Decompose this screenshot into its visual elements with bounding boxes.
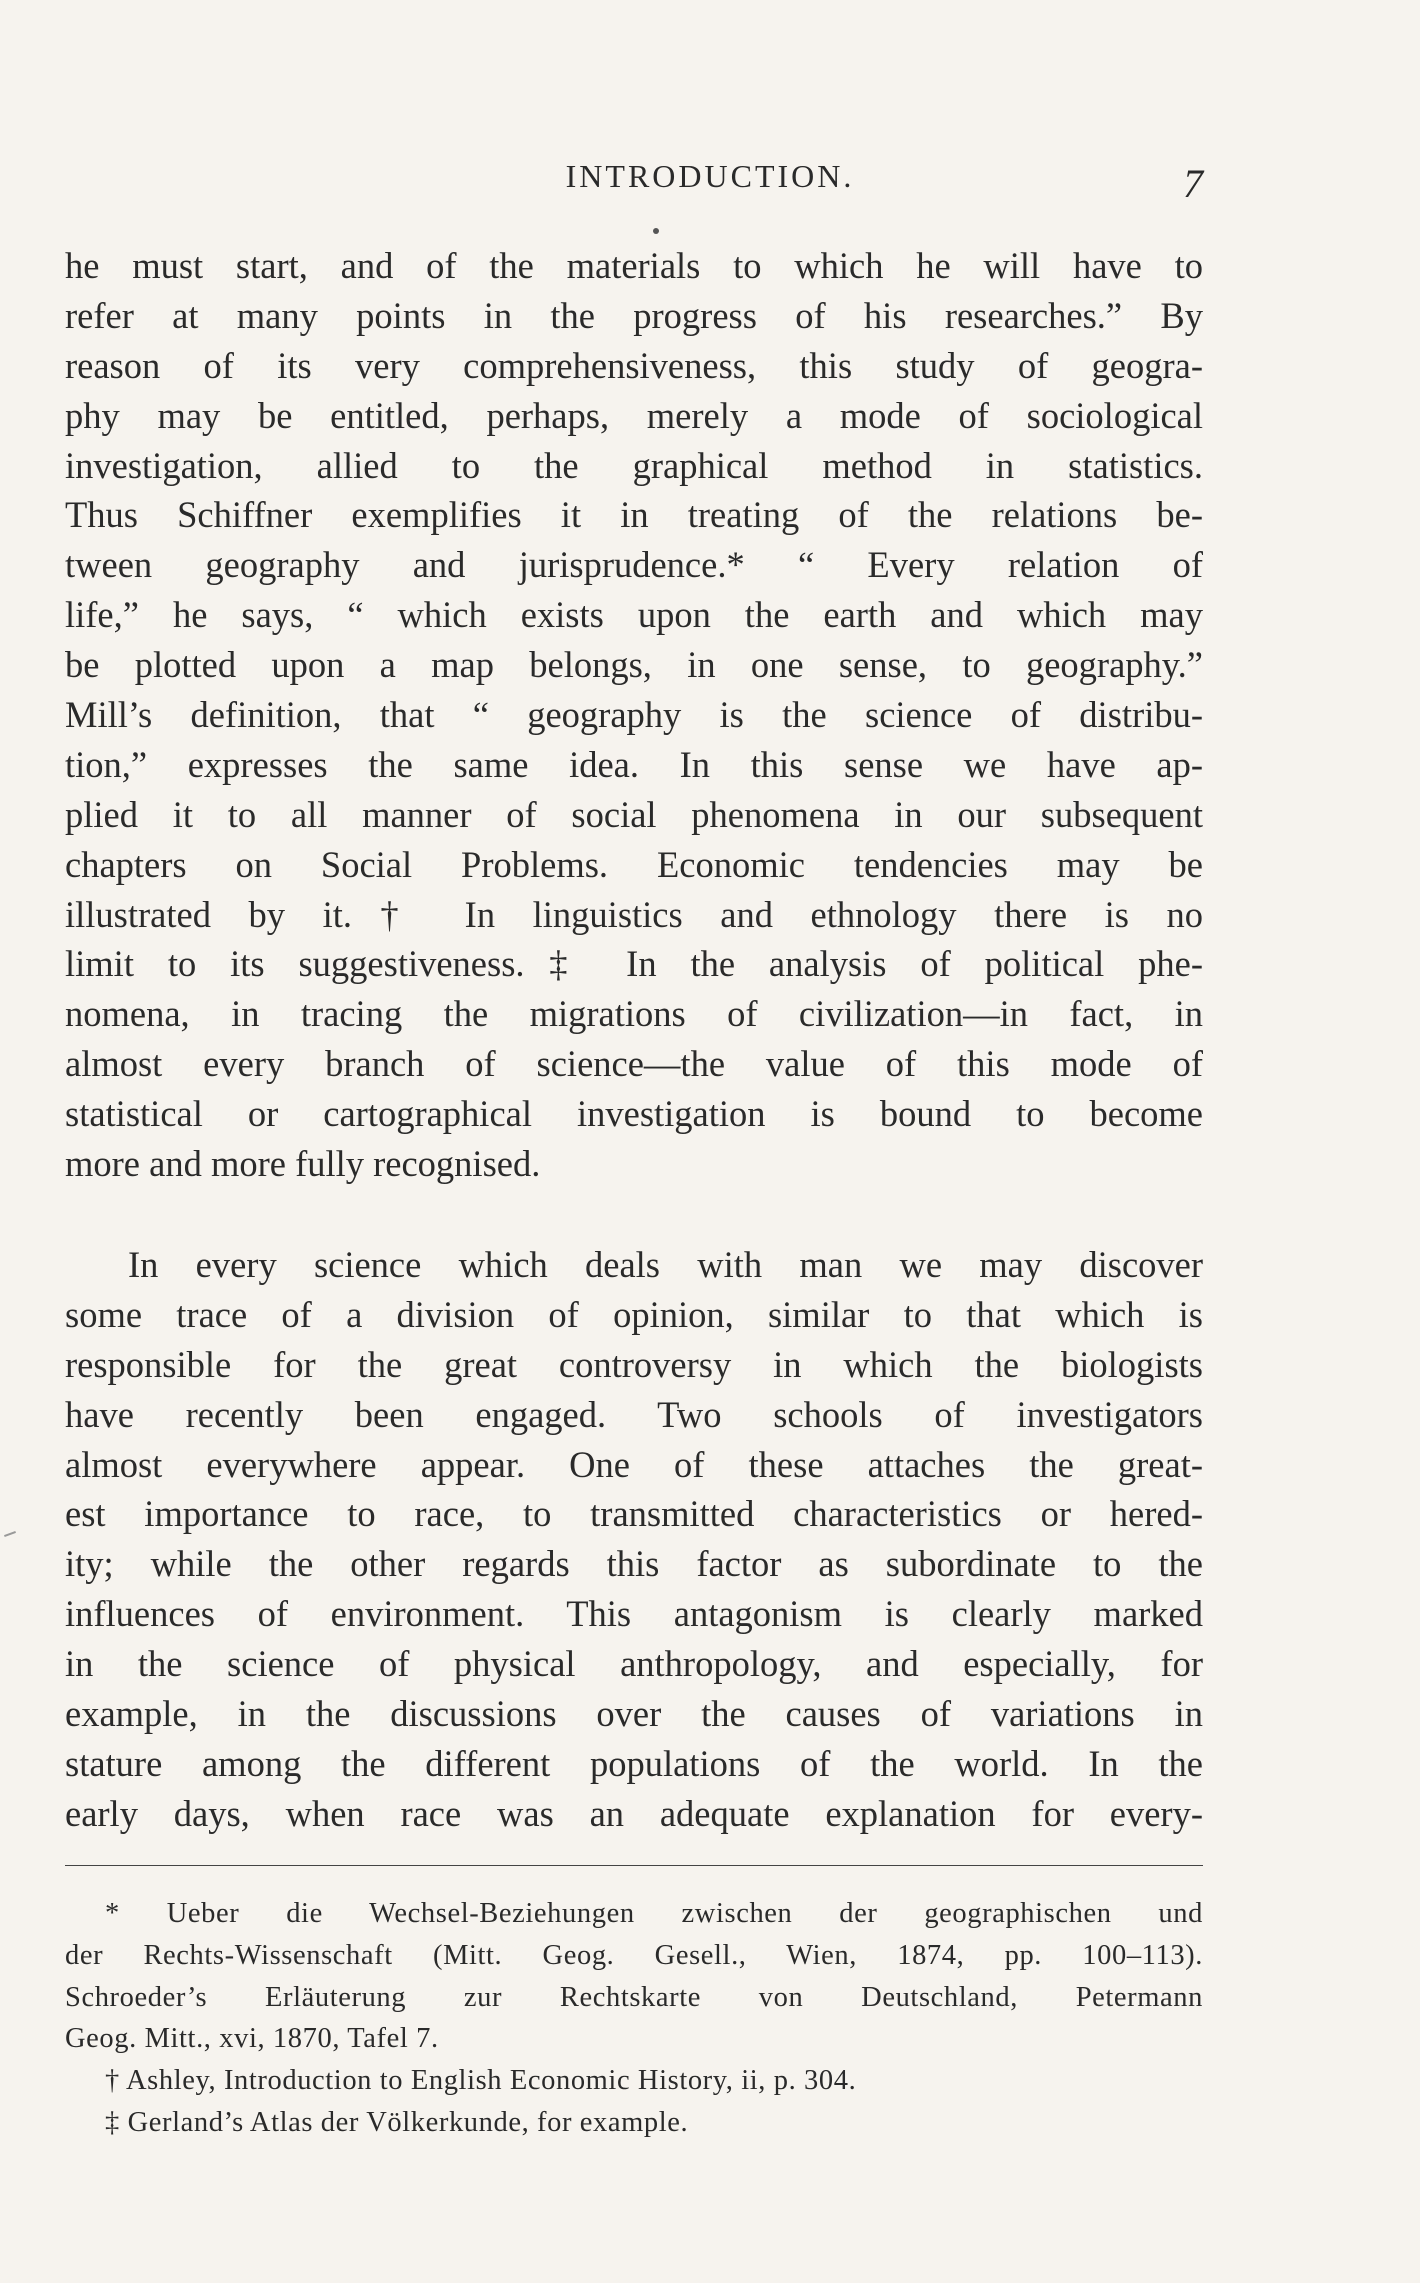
footnote-line: † Ashley, Introduction to English Economic History, ii, p. 304. (105, 2065, 857, 2097)
text-line: have recently been engaged. Two schools of investigators (65, 1393, 1203, 1435)
text-line: example, in the discussions over the causes of variations in (65, 1693, 1203, 1735)
text-line: early days, when race was an adequate explanation for every- (65, 1792, 1203, 1834)
footnote-line: Geog. Mitt., xvi, 1870, Tafel 7. (65, 2023, 439, 2055)
text-line: stature among the different populations of the world. In the (65, 1742, 1203, 1784)
footnote-line: * Ueber die Wechsel-Beziehungen zwischen der geographischen und (105, 1898, 1203, 1929)
text-line: tween geography and jurisprudence.* “ Every relation of (65, 544, 1203, 586)
text-line: life,” he says, “ which exists upon the earth and which may (65, 594, 1203, 636)
footnote-rule (65, 1865, 1203, 1866)
text-line: reason of its very comprehensiveness, this study of geogra- (65, 344, 1203, 386)
text-line: chapters on Social Problems. Economic tendencies may be (65, 843, 1203, 885)
text-line: influences of environment. This antagonism is clearly marked (65, 1593, 1203, 1635)
text-line: statistical or cartographical investigation is bound to become (65, 1093, 1203, 1135)
footnote-line: Schroeder’s Erläuterung zur Rechtskarte von Deutschland, Petermann (65, 1981, 1203, 2013)
text-line: refer at many points in the progress of his researches.” By (65, 294, 1203, 336)
text-line: almost everywhere appear. One of these attaches the great- (65, 1443, 1203, 1485)
text-line: est importance to race, to transmitted characteristics or hered- (65, 1493, 1203, 1535)
footnote-line: der Rechts-Wissenschaft (Mitt. Geog. Gesell., Wien, 1874, pp. 100–113). (65, 1939, 1203, 1971)
printer-dot (653, 228, 659, 234)
text-line: plied it to all manner of social phenomena in our subsequent (65, 793, 1203, 835)
margin-mark (4, 1531, 16, 1537)
footnotes (65, 1893, 1203, 2144)
paragraph-2 (65, 1240, 1203, 1839)
paragraph-1 (65, 241, 1203, 1189)
text-line: some trace of a division of opinion, similar to that which is (65, 1293, 1203, 1335)
text-line: almost every branch of science—the value of this mode of (65, 1043, 1203, 1085)
text-line: investigation, allied to the graphical method in statistics. (65, 444, 1203, 486)
text-line: Thus Schiffner exemplifies it in treating of the relations be- (65, 494, 1203, 536)
running-head: INTRODUCTION. (565, 158, 855, 194)
text-line: tion,” expresses the same idea. In this sense we have ap- (65, 743, 1203, 785)
text-line: Mill’s definition, that “ geography is the science of distribu- (65, 694, 1203, 736)
text-line: more and more fully recognised. (65, 1143, 541, 1185)
text-line: in the science of physical anthropology, and especially, for (65, 1643, 1203, 1685)
text-line: In every science which deals with man we may discover (128, 1244, 1203, 1285)
footnote-line: ‡ Gerland’s Atlas der Völkerkunde, for example. (105, 2106, 689, 2138)
text-line: be plotted upon a map belongs, in one sense, to geography.” (65, 644, 1203, 686)
text-line: nomena, in tracing the migrations of civilization—in fact, in (65, 993, 1203, 1035)
text-line: limit to its suggestiveness.‡ In the analysis of political phe- (65, 943, 1203, 985)
text-line: ity; while the other regards this factor as subordinate to the (65, 1543, 1203, 1585)
page-number: 7 (1183, 161, 1203, 206)
text-line: illustrated by it.† In linguistics and ethnology there is no (65, 893, 1203, 935)
text-line: he must start, and of the materials to which he will have to (65, 245, 1203, 286)
text-line: responsible for the great controversy in which the biologists (65, 1343, 1203, 1385)
text-line: phy may be entitled, perhaps, merely a mode of sociological (65, 394, 1203, 436)
